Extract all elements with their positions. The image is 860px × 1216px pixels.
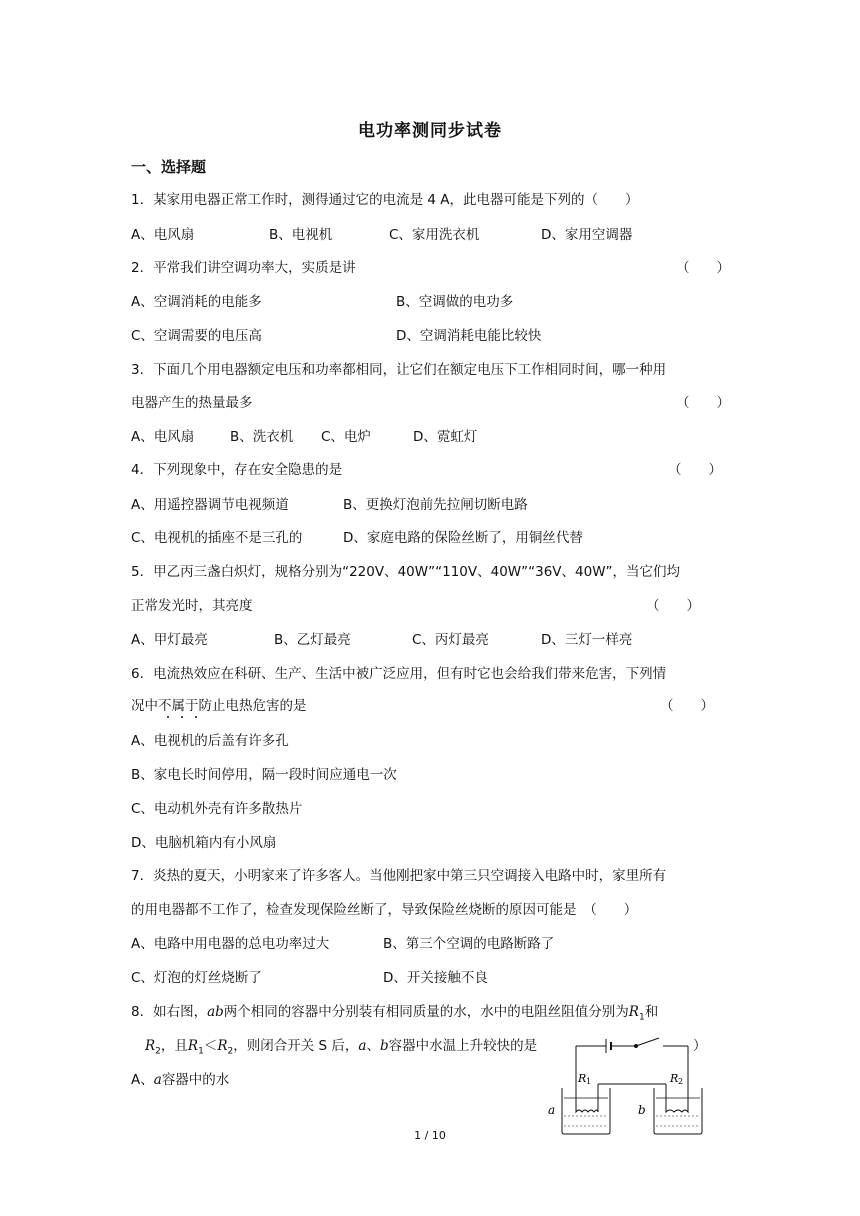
emphasis-dot	[195, 716, 197, 718]
label-r2-sub: 2	[678, 1077, 684, 1086]
q8-answer-paren: ）	[693, 1038, 707, 1054]
q1-option-b: B、电视机	[269, 227, 333, 243]
q8-r2-sub: 2	[155, 1046, 161, 1057]
q8-text: 和	[644, 1004, 659, 1020]
q7-option-c: C、灯泡的灯丝烧断了	[131, 970, 262, 986]
q8-r1-sub: 1	[198, 1046, 204, 1057]
beaker-b	[654, 1088, 702, 1134]
resistor-coil-r2	[666, 1104, 688, 1112]
page-title: 电功率测同步试卷	[358, 121, 502, 141]
question-1-stem: 1．某家用电器正常工作时，测得通过它的电流是 4 A，此电器可能是下列的（ ）	[131, 192, 639, 208]
q6-option-b: B、家电长时间停用，隔一段时间应通电一次	[131, 767, 397, 783]
q5-option-c: C、丙灯最亮	[412, 632, 489, 648]
q8-r1: R	[187, 1038, 199, 1054]
q4-answer-paren: （ ）	[668, 462, 722, 478]
q4-option-c: C、电视机的插座不是三孔的	[131, 530, 303, 546]
question-2-stem: 2．平常我们讲空调功率大，实质是讲	[131, 260, 356, 276]
q8-text: ，且	[160, 1038, 188, 1054]
q5-answer-paren: （ ）	[646, 598, 700, 614]
q3-answer-paren: （ ）	[676, 395, 730, 411]
q1-option-c: C、家用洗衣机	[389, 227, 480, 243]
q8-a: a	[358, 1038, 367, 1054]
question-4-stem: 4．下列现象中，存在安全隐患的是	[131, 462, 343, 478]
emphasis-dot	[181, 716, 183, 718]
resistor-coil-r1	[576, 1104, 598, 1112]
section-heading: 一、选择题	[131, 158, 207, 176]
switch-blade	[636, 1038, 659, 1046]
q8-text: ，则闭合开关 S 后，	[233, 1038, 359, 1054]
question-7-stem-line2: 的用电器都不工作了，检查发现保险丝断了，导致保险丝烧断的原因可能是 （ ）	[131, 902, 638, 918]
q4-option-b: B、更换灯泡前先拉闸切断电路	[343, 497, 528, 513]
label-r1-sub: 1	[586, 1077, 592, 1086]
q2-option-d: D、空调消耗电能比较快	[396, 328, 542, 344]
question-8-stem-line2	[145, 1037, 537, 1061]
q3-option-c: C、电炉	[321, 429, 371, 445]
q7-option-d: D、开关接触不良	[383, 970, 488, 986]
q2-option-c: C、空调需要的电压高	[131, 328, 262, 344]
q7-option-b: B、第三个空调的电路断路了	[383, 936, 555, 952]
question-6-stem-line1: 6．电流热效应在科研、生产、生活中被广泛应用，但有时它也会给我们带来危害，下列情	[131, 666, 667, 682]
q4-option-d: D、家庭电路的保险丝断了，用铜丝代替	[343, 530, 583, 546]
question-3-stem-line2: 电器产生的热量最多	[131, 395, 253, 411]
page-number: 1 / 10	[414, 1129, 446, 1142]
q8-text: ＜	[203, 1038, 218, 1054]
q8-r2: R	[217, 1038, 228, 1054]
q7-option-a: A、电路中用电器的总电功率过大	[131, 936, 330, 952]
circuit-diagram	[540, 1036, 720, 1140]
q8-r2: R	[145, 1038, 156, 1054]
q5-option-d: D、三灯一样亮	[541, 632, 633, 648]
q1-option-a: A、电风扇	[131, 227, 195, 243]
q5-option-b: B、乙灯最亮	[274, 632, 351, 648]
q8-text: 、	[366, 1038, 380, 1054]
q8-r1-sub: 1	[638, 1012, 645, 1023]
question-5-stem-line1: 5．甲乙丙三盏白炽灯，规格分别为“220V、40W”“110V、40W”“36V、40W”，当它们均	[131, 564, 681, 580]
q8-text: 容器中水温上升较快的是	[388, 1038, 538, 1054]
q6-option-a: A、电视机的后盖有许多孔	[131, 733, 289, 749]
q1-option-d: D、家用空调器	[541, 227, 633, 243]
beaker-a	[562, 1088, 610, 1134]
label-b: b	[638, 1103, 646, 1117]
label-r1: R	[578, 1072, 587, 1085]
label-r2: R	[670, 1072, 679, 1085]
emphasis-dot	[167, 716, 169, 718]
q4-option-a: A、用遥控器调节电视频道	[131, 497, 289, 513]
question-8-stem-line1	[131, 1003, 658, 1027]
label-a: a	[548, 1103, 556, 1117]
question-7-stem-line1: 7．炎热的夏天，小明家来了许多客人。当他刚把家中第三只空调接入电路中时，家里所有	[131, 868, 667, 884]
q8-r2-sub: 2	[227, 1046, 234, 1057]
question-3-stem-line1: 3．下面几个用电器额定电压和功率都相同，让它们在额定电压下工作相同时间，哪一种用	[131, 362, 667, 378]
question-5-stem-line2: 正常发光时，其亮度	[131, 598, 253, 614]
q3-option-a: A、电风扇	[131, 429, 195, 445]
q6-option-c: C、电动机外壳有许多散热片	[131, 801, 303, 817]
q8-option-a-prefix: A、	[131, 1072, 154, 1088]
q8-a: a	[153, 1072, 162, 1088]
q8-ab: ab	[207, 1004, 224, 1020]
q5-option-a: A、甲灯最亮	[131, 632, 208, 648]
q8-text: 8．如右图，	[131, 1004, 208, 1020]
q8-option-a-text: 容器中的水	[161, 1072, 230, 1088]
question-6-stem-line2: 况中不属于防止电热危害的是	[131, 698, 307, 714]
q3-option-b: B、洗衣机	[230, 429, 294, 445]
q2-answer-paren: （ ）	[676, 260, 730, 276]
q3-option-d: D、霓虹灯	[413, 429, 478, 445]
q8-b: b	[379, 1038, 389, 1054]
q6-answer-paren: （ ）	[660, 698, 714, 714]
q2-option-a: A、空调消耗的电能多	[131, 294, 262, 310]
q2-option-b: B、空调做的电功多	[396, 294, 514, 310]
q6-option-d: D、电脑机箱内有小风扇	[131, 835, 277, 851]
q8-text: 两个相同的容器中分别装有相同质量的水，水中的电阻丝阻值分别为	[223, 1004, 629, 1020]
q8-r1: R	[628, 1004, 639, 1020]
q8-option-a	[131, 1071, 229, 1089]
